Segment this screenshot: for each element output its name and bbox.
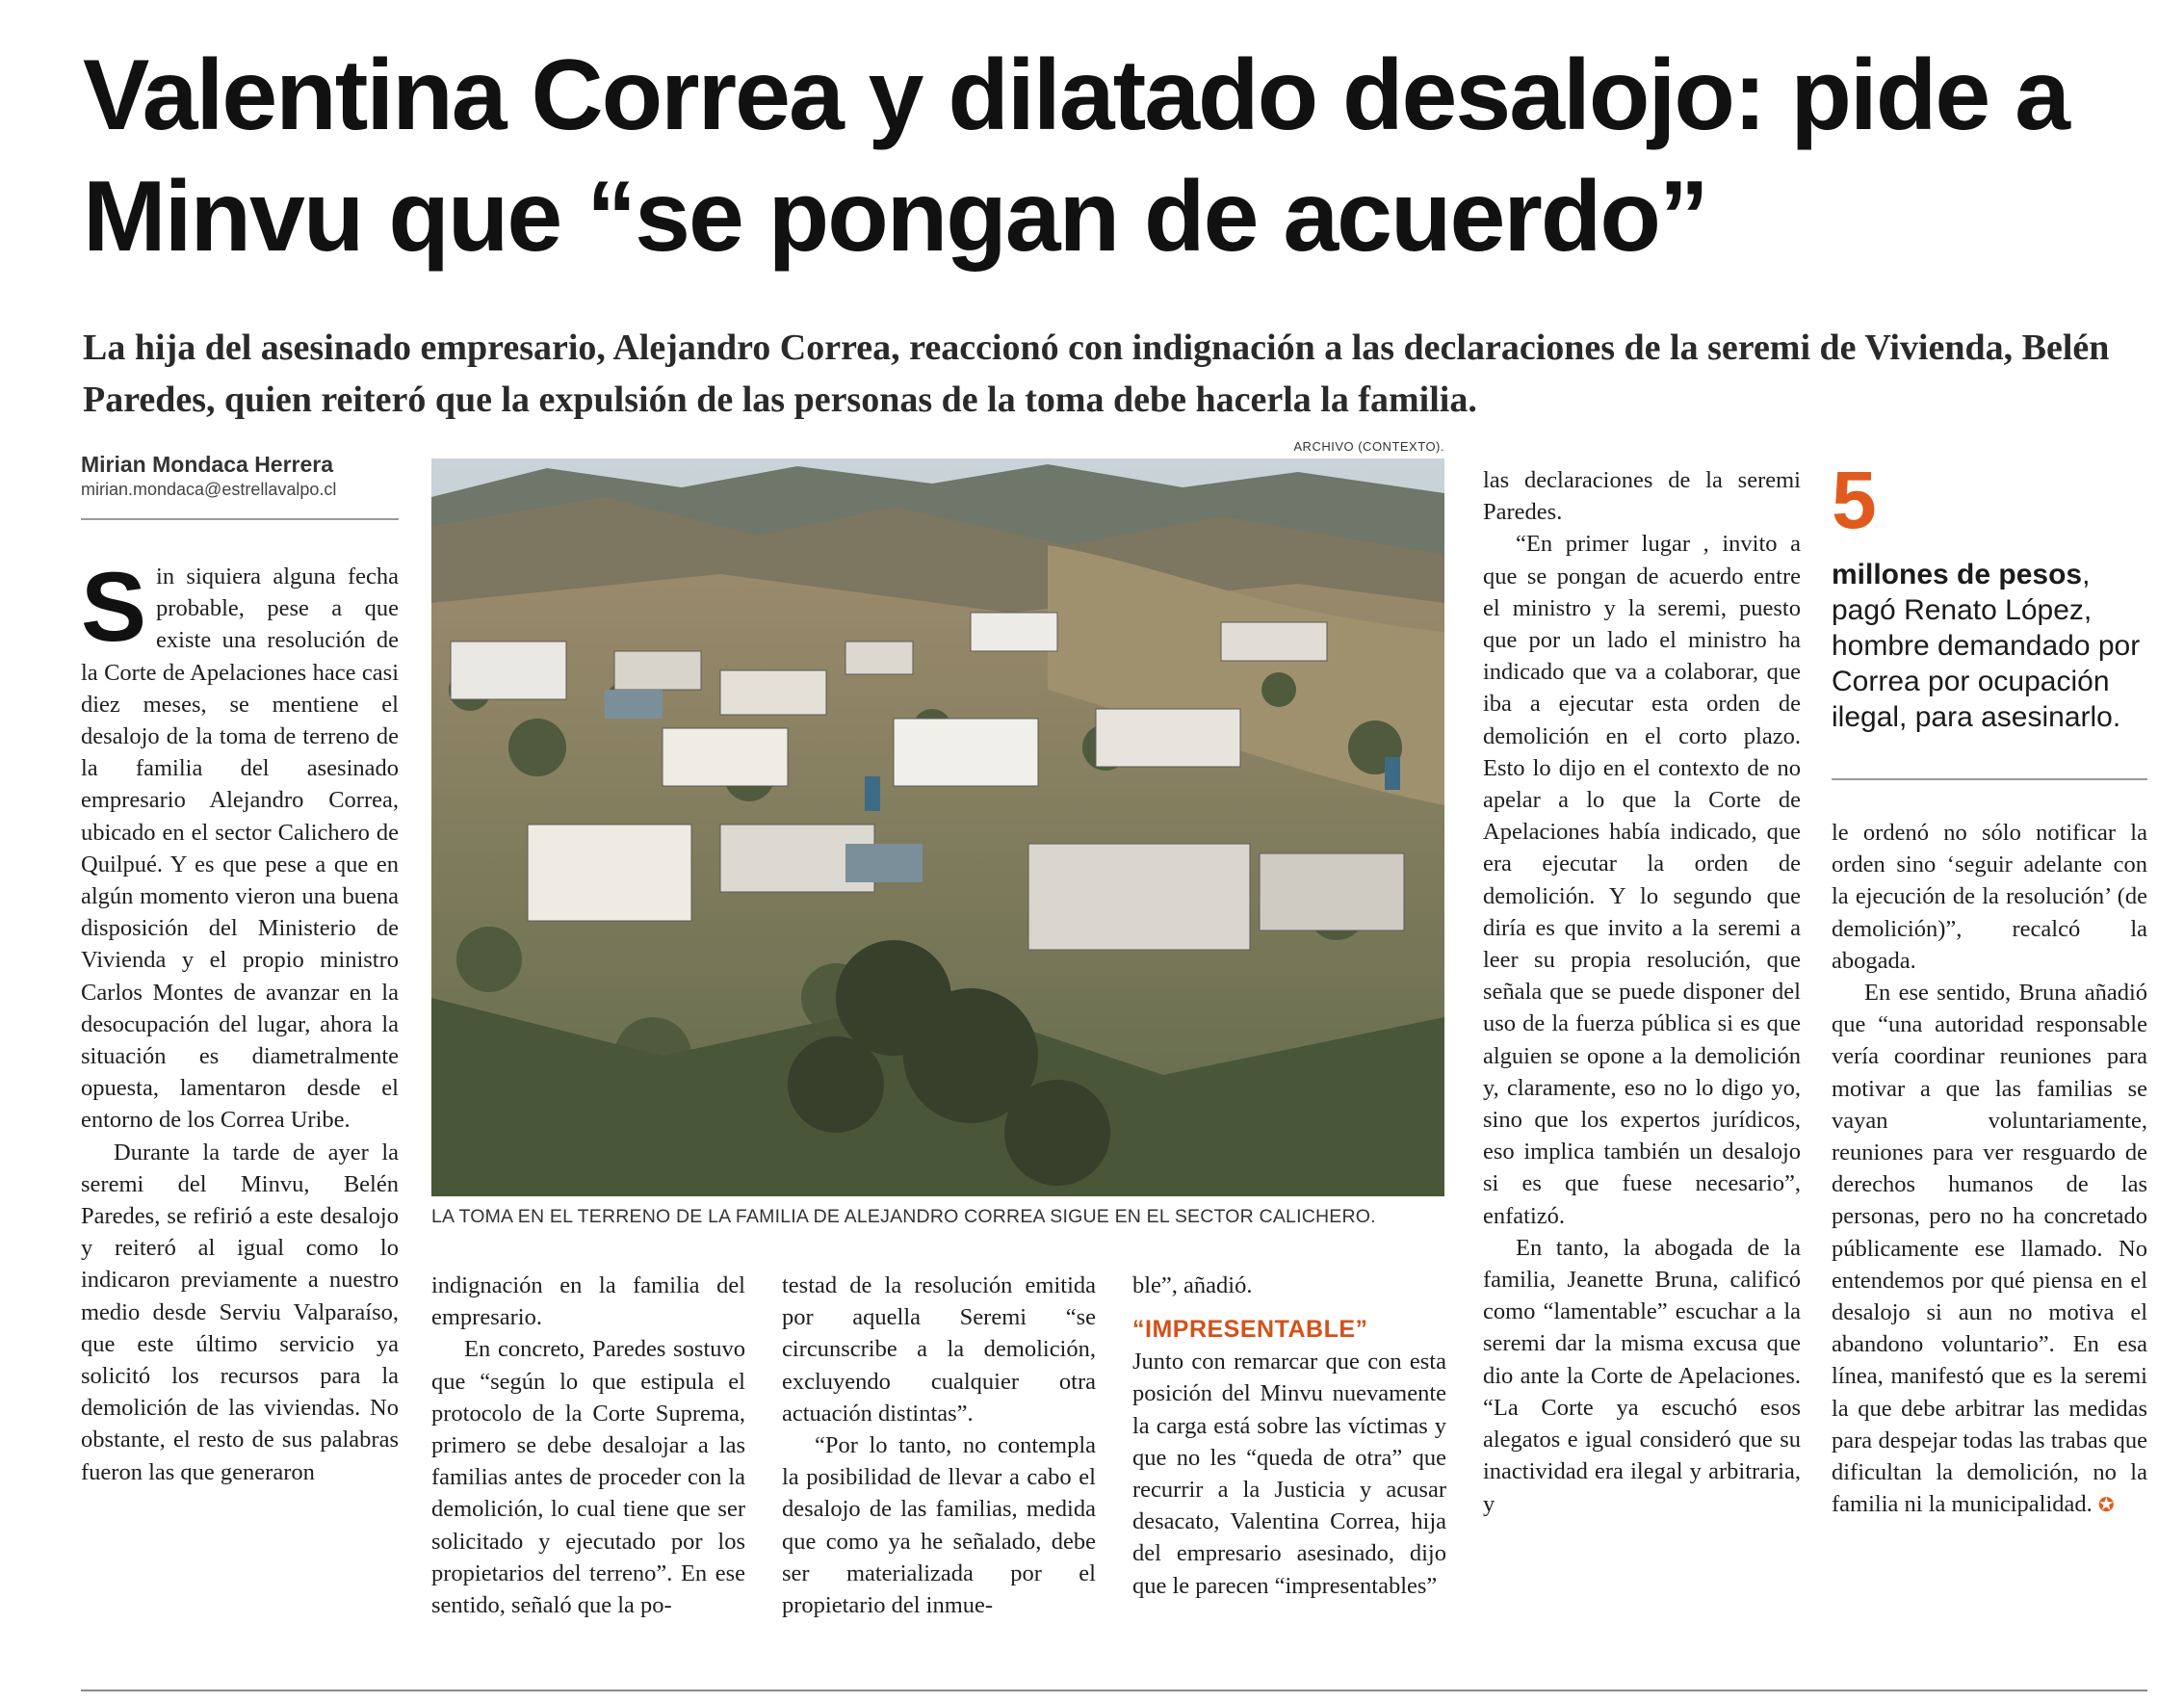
article-column-4 <box>1132 1270 1446 1602</box>
section-subtitle: “IMPRESENTABLE” <box>1132 1316 1368 1344</box>
end-mark-icon: ✪ <box>2097 1493 2115 1517</box>
bottom-rule <box>81 1690 2147 1691</box>
paragraph: Durante la tarde de ayer la seremi del Minvu, Belén Paredes, se refirió a este desalojo y reiteró al igual como lo indicaron previamente a nuestro medio desde Serviu Valparaíso, que este último servicio ya solicitó los recursos para la demolición de las viviendas. No obstante, el resto de sus palabras fueron las que generaron <box>81 1139 399 1485</box>
byline-rule <box>81 518 399 520</box>
article-column-1 <box>81 552 399 1488</box>
author-name: Mirian Mondaca Herrera <box>81 452 334 477</box>
article-column-3 <box>782 1270 1096 1621</box>
paragraph <box>1832 977 2147 1521</box>
fact-number: 5 <box>1832 455 1877 545</box>
article-photo <box>431 458 1444 1196</box>
paragraph <box>81 552 399 1137</box>
paragraph-text: En ese sentido, Bruna añadió que “una autoridad responsable vería coordinar reuniones para motivar a que las familias se vayan voluntariamente, reuniones para ver resguardo de derechos humanos de las personas, pero no ha concretado públicamente ese llamado. No entendemos por qué piensa en el desalojo si aun no motiva el abandono voluntario”. En esa línea, manifestó que es la seremi la que debe arbitrar las medidas para despejar todas las trabas que dificultan la demolición, no la familia ni la municipalidad. <box>1832 980 2147 1518</box>
settlement-illustration <box>431 458 1444 1196</box>
byline <box>81 451 399 501</box>
subheadline: La hija del asesinado empresario, Alejandro Correa, reaccionó con indignación a las declaraciones de la seremi de Vivienda, Belén Paredes, quien reiteró que la expulsión de las personas de la toma debe hacerla la familia. <box>83 328 2110 420</box>
paragraph: le ordenó no sólo notificar la orden sino ‘seguir adelante con la ejecución de la resolución’ (de demolición)”, recalcó la abogada. <box>1832 820 2147 974</box>
photo-caption: LA TOMA EN EL TERRENO DE LA FAMILIA DE ALEJANDRO CORREA SIGUE EN EL SECTOR CALICHERO. <box>431 1206 1376 1227</box>
paragraph: “En primer lugar , invito a que se pongan de acuerdo entre el ministro y la seremi, puesto que por un lado el ministro ha indicado que va a colaborar, que iba a ejecutar esta orden de demolición en el corto plazo. Esto lo dijo en el contexto de no apelar a lo que la Corte de Apelaciones había indicado, que era ejecutar la orden de demolición. Y lo segundo que diría es que invito a la seremi a leer su propia resolución, que señala que se puede disponer del uso de la fuerza pública si es que alguien se opone a la demolición y, claramente, eso no lo digo yo, sino que los expertos jurídicos, eso implica también un desalojo si es que fuese necesario”, enfatizó. <box>1483 531 1801 1229</box>
author-email: mirian.mondaca@estrellavalpo.cl <box>81 480 337 499</box>
article-column-6 <box>1832 817 2147 1521</box>
paragraph: Junto con remarcar que con esta posición del Minvu nuevamente la carga está sobre las víctimas y que no les “queda de otra” que recurrir a la Justicia y acusar desacato, Valentina Correa, hija del empresario asesinado, dijo que le parecen “impresentables” <box>1132 1349 1446 1599</box>
article-column-2 <box>431 1270 745 1621</box>
paragraph: las declaraciones de la seremi Paredes. <box>1483 467 1801 526</box>
fact-box-rule <box>1832 778 2147 780</box>
paragraph-text: in siquiera alguna fecha probable, pese a que existe una resolución de la Corte de Apelaciones hace casi diez meses, se mentiene el desalojo de la toma de terreno de la familia del asesinado empresario Alejandro Correa, ubicado en el sector Calichero de Quilpué. Y es que pese a que en algún momento vieron una buena disposición del Ministerio de Vivienda y el propio ministro Carlos Montes de avanzar en la desocupación del lugar, ahora la situación es diametralmente opuesta, lamentaron desde el entorno de los Correa Uribe. <box>81 563 399 1134</box>
paragraph: indignación en la familia del empresario. <box>431 1272 745 1331</box>
paragraph: En concreto, Paredes sostuvo que “según lo que estipula el protocolo de la Corte Suprema, primero se debe desalojar a las familias antes de proceder con la demolición, lo cual tiene que ser solicitado y ejecutado por los propietarios del terreno”. En ese sentido, señaló que la po- <box>431 1336 745 1619</box>
headline: Valentina Correa y dilatado desalojo: pide a Minvu que “se pongan de acuerdo” <box>83 39 2068 273</box>
fact-box <box>1832 457 2147 735</box>
drop-cap: S <box>81 552 147 662</box>
photo-credit: ARCHIVO (CONTEXTO). <box>1293 439 1444 454</box>
fact-rest: , pagó Renato López, hombre demandado por Correa por ocupación ilegal, para asesinarlo. <box>1832 559 2141 733</box>
paragraph: En tanto, la abogada de la familia, Jeanette Bruna, calificó como “lamentable” escuchar a la seremi dar la misma excusa que dio ante la Corte de Apelaciones. “La Corte ya escuchó esos alegatos e igual consideró que su inactividad era ilegal y arbitraria, y <box>1483 1234 1801 1517</box>
paragraph: ble”, añadió. <box>1132 1272 1253 1298</box>
fact-text <box>1832 557 2147 735</box>
article-column-5 <box>1483 464 1801 1520</box>
paragraph: “Por lo tanto, no contempla la posibilidad de llevar a cabo el desalojo de las familias, medida que como ya he señalado, debe ser materializada por el propietario del inmue- <box>782 1432 1096 1619</box>
paragraph: testad de la resolución emitida por aquella Seremi “se circunscribe a la demolición, excluyendo cualquier otra actuación distintas”. <box>782 1272 1096 1427</box>
fact-bold: millones de pesos <box>1832 559 2083 590</box>
